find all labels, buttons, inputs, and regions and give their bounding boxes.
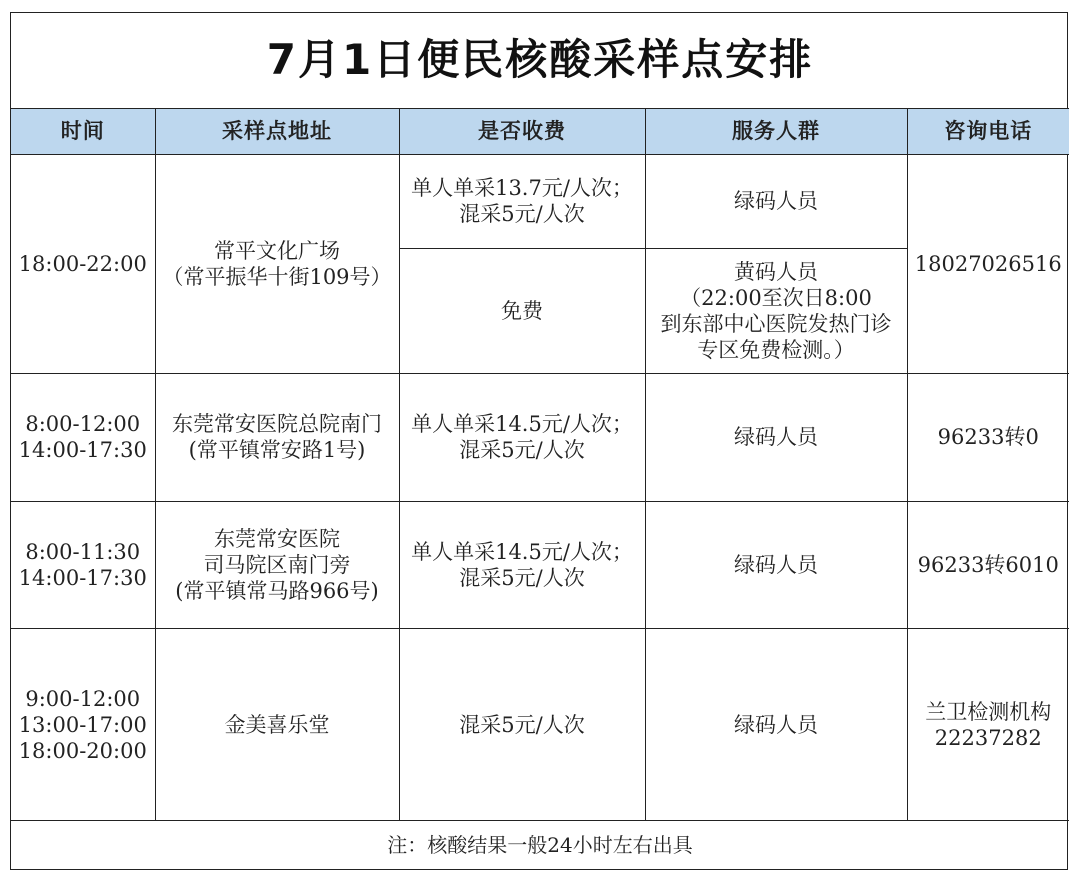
site-address: 东莞常安医院 司马院区南门旁 (常平镇常马路966号) (155, 501, 399, 628)
site-time: 8:00-11:30 14:00-17:30 (11, 501, 155, 628)
site-address: 常平文化广场 （常平振华十街109号） (155, 154, 399, 374)
site-fee: 单人单采14.5元/人次； 混采5元/人次 (399, 374, 645, 501)
table-row (11, 154, 1069, 248)
footnote: 注：核酸结果一般24小时左右出具 (11, 821, 1069, 869)
site-time: 8:00-12:00 14:00-17:30 (11, 374, 155, 501)
header-time: 时间 (11, 108, 155, 154)
site-address: 东莞常安医院总院南门 (常平镇常安路1号) (155, 374, 399, 501)
schedule-sheet (10, 12, 1068, 870)
site-phone: 96233转6010 (907, 501, 1069, 628)
site-phone: 96233转0 (907, 374, 1069, 501)
site-fee: 免费 (399, 249, 645, 374)
site-group: 绿码人员 (645, 501, 907, 628)
site-time: 9:00-12:00 13:00-17:00 18:00-20:00 (11, 628, 155, 820)
site-fee: 单人单采13.7元/人次； 混采5元/人次 (399, 154, 645, 248)
site-group: 绿码人员 (645, 628, 907, 820)
page-title: 7月1日便民核酸采样点安排 (11, 13, 1069, 108)
table-row (11, 501, 1069, 628)
header-address: 采样点地址 (155, 108, 399, 154)
site-phone: 兰卫检测机构 22237282 (907, 628, 1069, 820)
header-group: 服务人群 (645, 108, 907, 154)
site-address: 金美喜乐堂 (155, 628, 399, 820)
header-phone: 咨询电话 (907, 108, 1069, 154)
site-phone: 18027026516 (907, 154, 1069, 374)
table-row (11, 628, 1069, 820)
schedule-table (11, 13, 1069, 869)
site-group: 绿码人员 (645, 154, 907, 248)
site-fee: 单人单采14.5元/人次； 混采5元/人次 (399, 501, 645, 628)
site-group: 绿码人员 (645, 374, 907, 501)
site-time: 18:00-22:00 (11, 154, 155, 374)
table-row (11, 374, 1069, 501)
site-fee: 混采5元/人次 (399, 628, 645, 820)
header-fee: 是否收费 (399, 108, 645, 154)
site-group: 黄码人员 （22:00至次日8:00 到东部中心医院发热门诊 专区免费检测。） (645, 249, 907, 374)
